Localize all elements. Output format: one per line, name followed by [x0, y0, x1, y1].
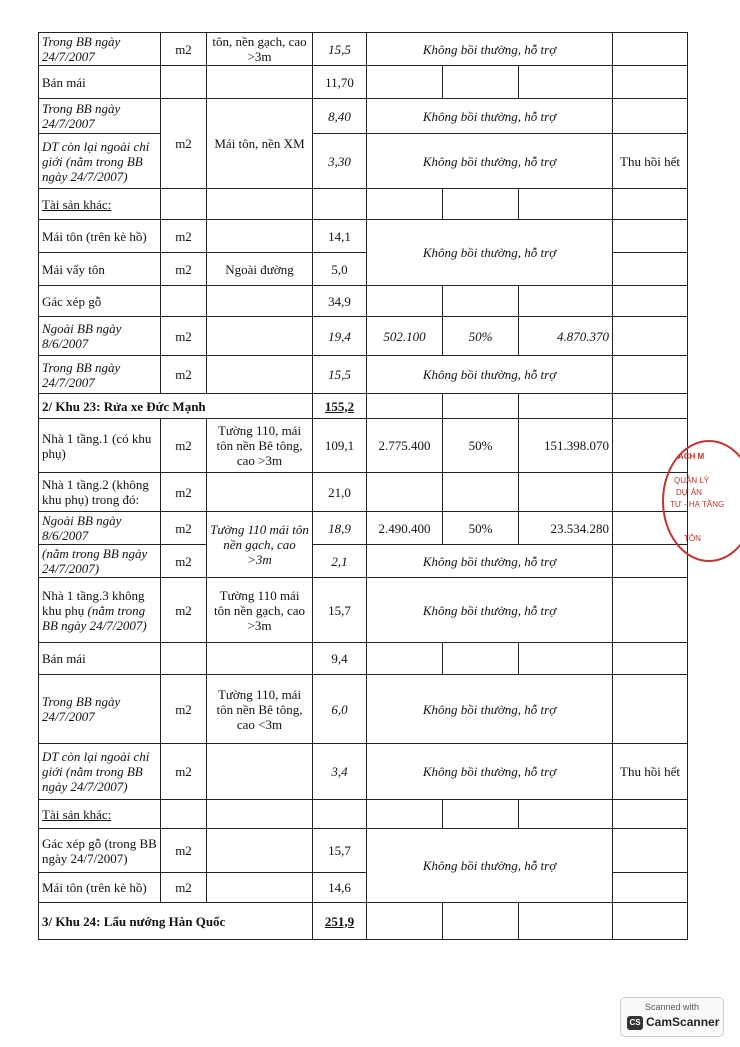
- row-description: (nằm trong BB ngày 24/7/2007): [39, 545, 161, 578]
- unit-cell: m2: [161, 419, 207, 473]
- structure-cell: Tường 110, mái tôn nền Bê tông, cao <3m: [207, 675, 313, 744]
- unit-cell: m2: [161, 33, 207, 66]
- unit-price-cell: 2.490.400: [367, 512, 443, 545]
- unit-cell: m2: [161, 512, 207, 545]
- area-cell: 6,0: [313, 675, 367, 744]
- table-row: [39, 317, 688, 356]
- area-cell: 3,30: [313, 134, 367, 189]
- amount-cell: 4.870.370: [519, 317, 613, 356]
- note-cell: Không bồi thường, hỗ trợ: [367, 545, 613, 578]
- unit-cell: m2: [161, 220, 207, 253]
- unit-cell: m2: [161, 873, 207, 903]
- area-cell: 8,40: [313, 99, 367, 134]
- table-row: [39, 134, 688, 189]
- amount-cell: 151.398.070: [519, 419, 613, 473]
- table-row: [39, 286, 688, 317]
- area-cell: 251,9: [313, 903, 367, 940]
- area-cell: 11,70: [313, 66, 367, 99]
- row-description: DT còn lại ngoài chỉ giới (nằm trong BB ngày 24/7/2007): [39, 134, 161, 189]
- watermark-caption: Scanned with: [644, 1002, 700, 1012]
- area-cell: 19,4: [313, 317, 367, 356]
- note-cell: Không bồi thường, hỗ trợ: [367, 356, 613, 394]
- row-description: Ngoài BB ngày 8/6/2007: [39, 317, 161, 356]
- table-row: [39, 189, 688, 220]
- camscanner-logo-icon: CS: [627, 1016, 643, 1030]
- camscanner-watermark: [620, 997, 724, 1037]
- unit-cell: m2: [161, 356, 207, 394]
- area-cell: 5,0: [313, 253, 367, 286]
- row-description: Bán mái: [39, 66, 161, 99]
- area-cell: 14,1: [313, 220, 367, 253]
- area-cell: 15,7: [313, 829, 367, 873]
- compensation-table: [38, 32, 688, 940]
- unit-price-cell: 502.100: [367, 317, 443, 356]
- table-row: [39, 220, 688, 253]
- row-description: Bán mái: [39, 643, 161, 675]
- area-cell: 18,9: [313, 512, 367, 545]
- note-cell: Không bồi thường, hỗ trợ: [367, 675, 613, 744]
- table-row: [39, 33, 688, 66]
- note-cell: Không bồi thường, hỗ trợ: [367, 578, 613, 643]
- row-description: Gác xép gỗ (trong BB ngày 24/7/2007): [39, 829, 161, 873]
- unit-cell: m2: [161, 675, 207, 744]
- area-cell: 14,6: [313, 873, 367, 903]
- stamp-text: TÔN: [684, 534, 701, 543]
- note-cell: Không bồi thường, hỗ trợ: [367, 99, 613, 134]
- area-cell: 155,2: [313, 394, 367, 419]
- area-cell: 9,4: [313, 643, 367, 675]
- table-row: [39, 744, 688, 800]
- row-description-note: (nằm trong BB ngày 24/7/2007): [42, 602, 147, 633]
- table-row: [39, 903, 688, 940]
- row-description: Trong BB ngày 24/7/2007: [39, 675, 161, 744]
- note-cell: Không bồi thường, hỗ trợ: [367, 33, 613, 66]
- row-description: Gác xép gỗ: [39, 286, 161, 317]
- area-cell: 15,5: [313, 356, 367, 394]
- stamp-text: ACH M: [678, 452, 705, 461]
- structure-cell: tôn, nền gạch, cao >3m: [207, 33, 313, 66]
- unit-cell: m2: [161, 99, 207, 189]
- table-row: [39, 545, 688, 578]
- table-row: [39, 356, 688, 394]
- unit-cell: m2: [161, 829, 207, 873]
- area-cell: 15,5: [313, 33, 367, 66]
- row-description: [39, 578, 161, 643]
- unit-cell: m2: [161, 545, 207, 578]
- table-row: [39, 419, 688, 473]
- row-description: Nhà 1 tầng.1 (có khu phụ): [39, 419, 161, 473]
- percent-cell: 50%: [443, 419, 519, 473]
- area-cell: 3,4: [313, 744, 367, 800]
- remark-cell: [613, 33, 688, 66]
- table-row: [39, 578, 688, 643]
- table-row: [39, 512, 688, 545]
- table-row: [39, 394, 688, 419]
- watermark-brand: CamScanner: [646, 1015, 720, 1029]
- table-row: [39, 66, 688, 99]
- percent-cell: 50%: [443, 317, 519, 356]
- section-label: Tài sản khác:: [39, 189, 161, 220]
- remark-cell: Thu hồi hết: [613, 744, 688, 800]
- structure-cell: Tường 110, mái tôn nền Bê tông, cao >3m: [207, 419, 313, 473]
- row-description: Nhà 1 tầng.2 (không khu phụ) trong đó:: [39, 473, 161, 512]
- stamp-text: DỰ ÁN: [676, 488, 702, 497]
- structure-cell: Tường 110 mái tôn nền gạch, cao >3m: [207, 512, 313, 578]
- percent-cell: 50%: [443, 512, 519, 545]
- table-row: [39, 643, 688, 675]
- structure-cell: Tường 110 mái tôn nền gạch, cao >3m: [207, 578, 313, 643]
- table-row: [39, 99, 688, 134]
- row-description: Trong BB ngày 24/7/2007: [39, 356, 161, 394]
- area-cell: 2,1: [313, 545, 367, 578]
- area-cell: 109,1: [313, 419, 367, 473]
- amount-cell: 23.534.280: [519, 512, 613, 545]
- structure-cell: Mái tôn, nền XM: [207, 99, 313, 189]
- note-cell: Không bồi thường, hỗ trợ: [367, 744, 613, 800]
- unit-cell: m2: [161, 317, 207, 356]
- row-description: Ngoài BB ngày 8/6/2007: [39, 512, 161, 545]
- note-cell: Không bồi thường, hỗ trợ: [367, 134, 613, 189]
- note-cell: Không bồi thường, hỗ trợ: [367, 220, 613, 286]
- area-cell: 34,9: [313, 286, 367, 317]
- note-cell: Không bồi thường, hỗ trợ: [367, 829, 613, 903]
- row-description-main: Nhà 1 tầng.3 không khu phụ: [42, 587, 145, 618]
- table-row: [39, 675, 688, 744]
- unit-price-cell: 2.775.400: [367, 419, 443, 473]
- table-row: [39, 829, 688, 873]
- area-cell: 21,0: [313, 473, 367, 512]
- unit-cell: m2: [161, 473, 207, 512]
- unit-cell: m2: [161, 744, 207, 800]
- stamp-text: QUẢN LÝ: [674, 476, 710, 485]
- unit-cell: m2: [161, 578, 207, 643]
- table-row: [39, 473, 688, 512]
- structure-cell: Ngoài đường: [207, 253, 313, 286]
- stamp-text: TƯ - HẠ TẦNG: [670, 500, 725, 509]
- row-description: Mái vẩy tôn: [39, 253, 161, 286]
- table-row: [39, 800, 688, 829]
- row-description: Trong BB ngày 24/7/2007: [39, 33, 161, 66]
- section-heading: 2/ Khu 23: Rửa xe Đức Mạnh: [39, 394, 313, 419]
- unit-cell: m2: [161, 253, 207, 286]
- row-description: Trong BB ngày 24/7/2007: [39, 99, 161, 134]
- section-label: Tài sản khác:: [39, 800, 161, 829]
- section-heading: 3/ Khu 24: Lẩu nướng Hàn Quốc: [39, 903, 313, 940]
- remark-cell: Thu hồi hết: [613, 134, 688, 189]
- row-description: Mái tôn (trên kè hồ): [39, 873, 161, 903]
- row-description: Mái tôn (trên kè hồ): [39, 220, 161, 253]
- row-description: DT còn lại ngoài chỉ giới (nằm trong BB ngày 24/7/2007): [39, 744, 161, 800]
- area-cell: 15,7: [313, 578, 367, 643]
